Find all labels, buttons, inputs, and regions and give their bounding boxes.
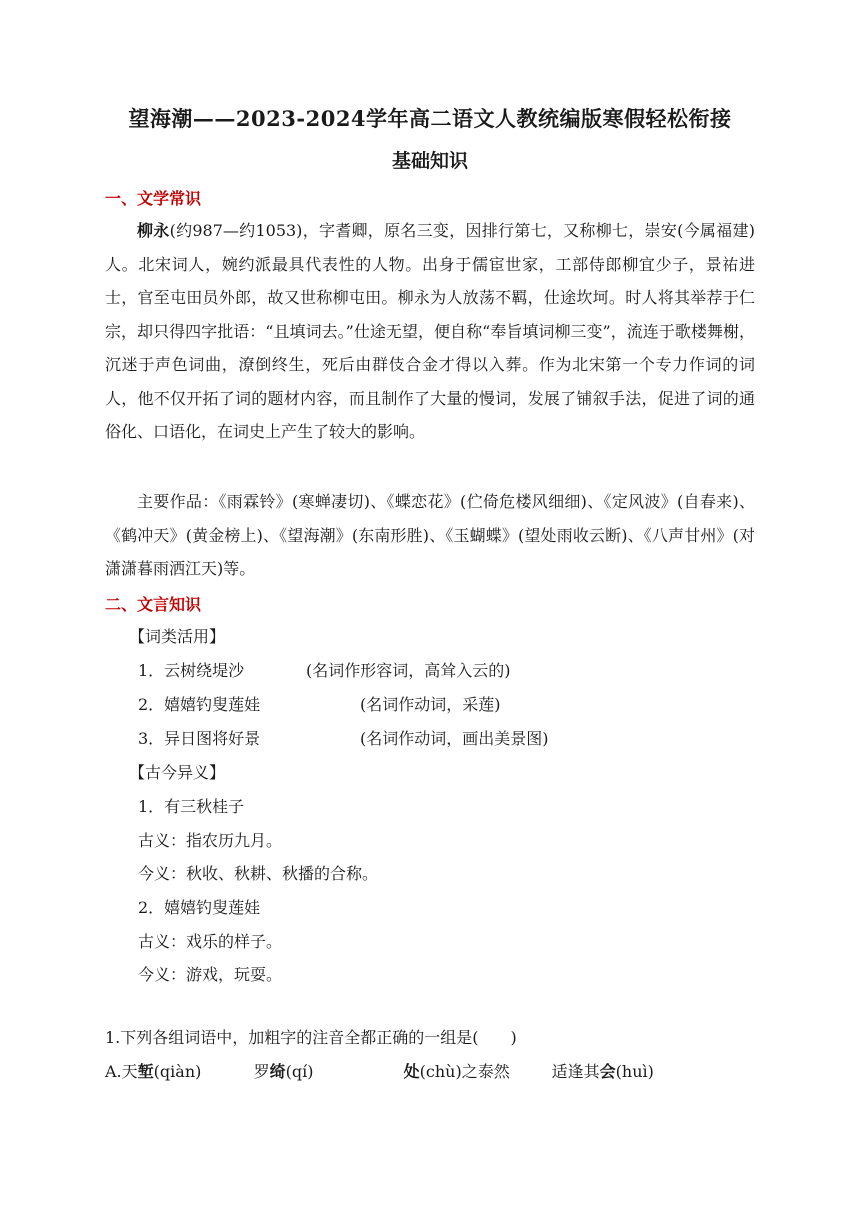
option-a-item-1: 天堑(qiàn) [121,1062,202,1081]
gujin-label: 【古今异义】 [129,763,226,782]
cilei-note-1: (名词作形容词，高耸入云的) [306,661,511,680]
cilei-item-2: 2．嬉嬉钓叟莲娃 [138,695,261,714]
gujin-ancient-1: 古义：指农历九月。 [138,831,283,850]
author-bio-paragraph [105,214,755,449]
gujin-modern-2: 今义：游戏，玩耍。 [138,965,283,984]
page-subtitle: 基础知识 [391,150,468,172]
cilei-item-1: 1．云树绕堤沙 [138,661,245,680]
gujin-modern-1: 今义：秋收、秋耕、秋播的合称。 [138,864,379,883]
cilei-note-3: (名词作动词，画出美景图) [360,729,549,748]
author-bio-text: (约987—约1053)，字耆卿，原名三变，因排行第七，又称柳七，崇安(今属福建)人。北宋词人，婉约派最具代表性的人物。出身于儒宦世家，工部侍郎柳宜少子，景祐进士，官至屯田员外郎，故又世称柳屯田。柳永为人放荡不羁，仕途坎坷。时人将其举荐于仁宗，却只得四字批语：“且填词去。”仕途无望，便自称“奉旨填词柳三变”，流连于歌楼舞榭，沉迷于声色词曲，潦倒终生，死后由群伎合金才得以入葬。作为北宋第一个专力作词的词人，他不仅开拓了词的题材内容，而且制作了大量的慢词，发展了铺叙手法，促进了词的通俗化、口语化，在词史上产生了较大的影响。 [105,221,755,441]
author-name: 柳永 [137,221,170,240]
option-a [105,1059,654,1082]
page-title: 望海潮——2023-2024学年高二语文人教统编版寒假轻松衔接 [128,106,732,131]
section-heading-literature: 一、文学常识 [105,189,202,208]
cilei-note-2: (名词作动词，采莲) [360,695,501,714]
option-a-label: A. [105,1062,122,1081]
option-a-item-2: 罗绮(qí) [253,1062,314,1081]
question-stem: 1.下列各组词语中，加粗字的注音全都正确的一组是( ) [105,1028,517,1047]
cilei-label: 【词类活用】 [129,627,226,646]
option-a-item-4: 适逢其会(huì) [551,1062,654,1081]
gujin-ancient-2: 古义：戏乐的样子。 [138,932,283,951]
option-a-item-3: 处(chù)之泰然 [403,1062,510,1081]
gujin-item-2: 2．嬉嬉钓叟莲娃 [138,898,261,917]
cilei-item-3: 3．异日图将好景 [138,729,261,748]
main-works-paragraph: 主要作品：《雨霖铃》(寒蝉凄切)、《蝶恋花》(伫倚危楼风细细)、《定风波》(自春来)、《鹤冲天》(黄金榜上)、《望海潮》(东南形胜)、《玉蝴蝶》(望处雨收云断)、《八声甘州》(对潇潇暮雨洒江天)等。 [105,492,755,578]
gujin-item-1: 1．有三秋桂子 [138,797,245,816]
section-heading-classical: 二、文言知识 [105,595,202,614]
